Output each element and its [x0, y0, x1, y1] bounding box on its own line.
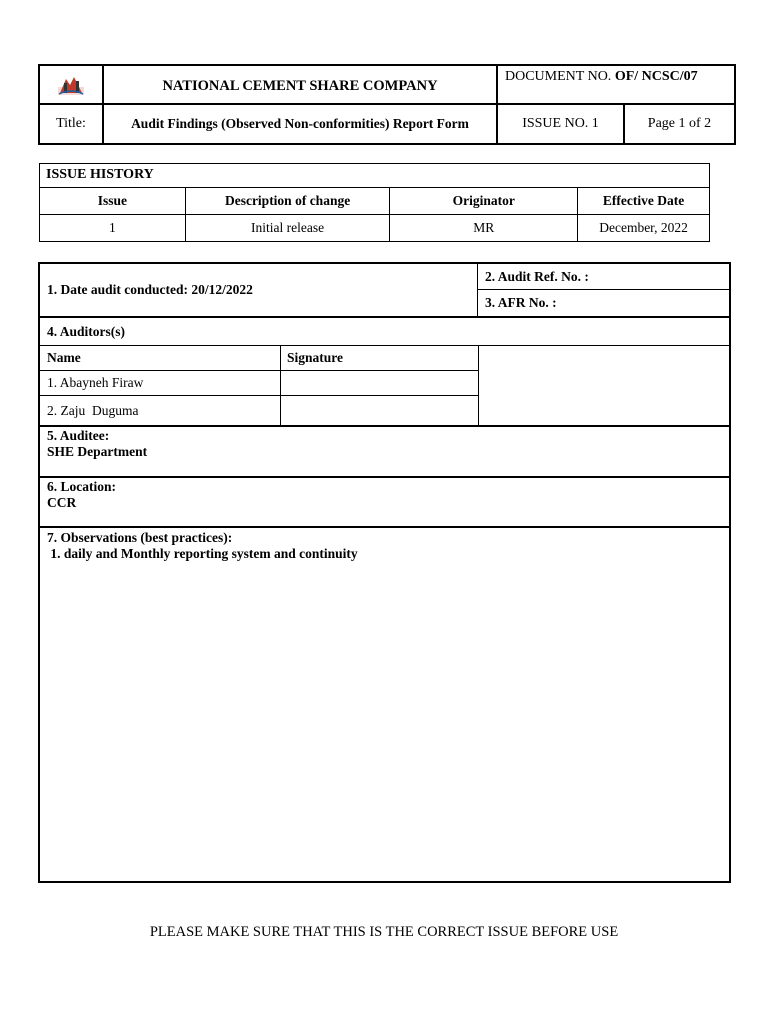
observations-label: 7. Observations (best practices):: [47, 530, 233, 545]
cell-originator: MR: [390, 215, 578, 242]
title-label: Title:: [40, 105, 104, 143]
company-logo-icon: [56, 73, 86, 97]
page-number: Page 1 of 2: [647, 116, 712, 131]
date-audit-conducted: 1. Date audit conducted: 20/12/2022: [40, 264, 478, 316]
auditors-column-signature: Signature: [281, 346, 479, 371]
issue-history: [39, 163, 710, 242]
observations-section: [40, 528, 729, 881]
auditors-column-name: Name: [40, 346, 281, 371]
table-row: [40, 215, 710, 242]
auditor-signature-1[interactable]: [281, 371, 479, 396]
column-header-effective-date: Effective Date: [578, 188, 710, 215]
auditors-label: 4. Auditors(s): [40, 318, 729, 346]
auditor-name-2: 2. Zaju Duguma: [40, 396, 281, 425]
location-section: [40, 478, 729, 526]
issue-history-header-row: [40, 188, 710, 215]
form-title: Audit Findings (Observed Non-conformities) Report Form: [104, 105, 498, 143]
document-header: [38, 64, 736, 145]
cell-effective-date: December, 2022: [578, 215, 710, 242]
auditee-label: 5. Auditee:: [47, 428, 110, 443]
company-logo-cell: [40, 66, 104, 103]
document-number-value: OF/ NCSC/07: [614, 69, 698, 84]
cell-issue: 1: [40, 215, 186, 242]
issue-number: ISSUE NO. 1: [498, 105, 625, 143]
column-header-issue: Issue: [40, 188, 186, 215]
auditee-section: [40, 427, 729, 476]
footer-notice: PLEASE MAKE SURE THAT THIS IS THE CORRECT ISSUE BEFORE USE: [149, 924, 619, 940]
cell-description: Initial release: [185, 215, 390, 242]
document-number: [498, 66, 734, 103]
auditor-name-1: 1. Abayneh Firaw: [40, 371, 281, 396]
issue-history-heading: ISSUE HISTORY: [39, 163, 710, 187]
issue-history-table: [39, 187, 710, 242]
column-header-description: Description of change: [185, 188, 390, 215]
afr-number: 3. AFR No. :: [485, 295, 557, 310]
location-value: CCR: [47, 495, 77, 510]
observation-item: 1. daily and Monthly reporting system and continuity: [47, 546, 358, 561]
auditor-signature-2[interactable]: [281, 396, 479, 425]
company-name: NATIONAL CEMENT SHARE COMPANY: [104, 66, 498, 103]
document-number-label: DOCUMENT NO.: [505, 69, 612, 84]
audit-ref-number: 2. Audit Ref. No. :: [478, 264, 729, 290]
column-header-originator: Originator: [390, 188, 578, 215]
location-label: 6. Location:: [47, 479, 116, 494]
auditee-value: SHE Department: [47, 444, 148, 459]
audit-form: [38, 262, 731, 883]
